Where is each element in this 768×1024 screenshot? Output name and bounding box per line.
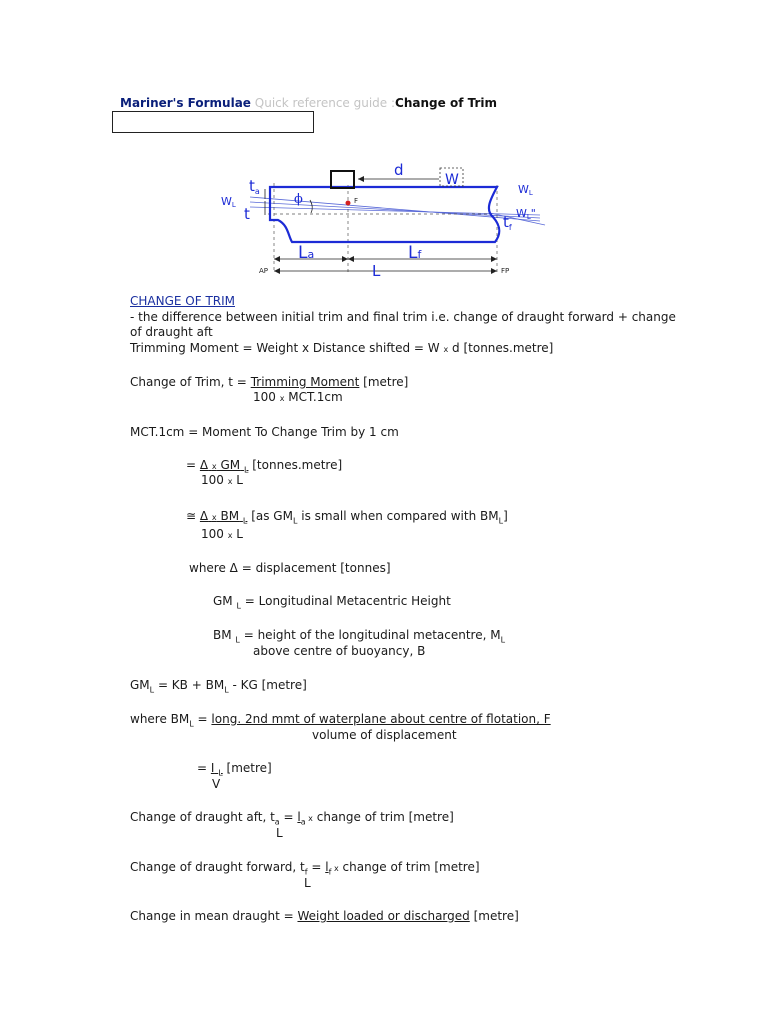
label-La: La (298, 243, 315, 263)
definition-line-1: - the difference between initial trim and final trim i.e. change of draught forward + change (130, 310, 676, 324)
where-displacement: where Δ = displacement [tonnes] (189, 561, 391, 575)
label-Lf: Lf (408, 243, 422, 263)
header-box (112, 111, 314, 133)
bml-definition-line-2: above centre of buoyancy, B (253, 644, 426, 658)
change-draught-aft-denominator: L (276, 826, 283, 840)
label-ta: $t_a$ (249, 177, 260, 196)
il-equation: = I $_L$ [metre] (197, 761, 272, 778)
label-WL-right-final: WL" (516, 207, 536, 221)
change-draught-forward: Change of draught forward, $t_f = l_f$ x change of trim [metre] (130, 860, 480, 877)
trim-diagram (210, 155, 555, 280)
label-t-left: t (244, 205, 250, 223)
page-header (120, 96, 497, 110)
label-tf: $t_f$ (503, 213, 512, 232)
guide-label: Quick reference guide : (254, 96, 396, 110)
label-d: d (394, 161, 404, 179)
topic-title: Change of Trim (395, 96, 497, 110)
weight-box-initial (331, 171, 354, 188)
bml-equation: where $BM_L$ = long. 2nd mmt of waterplane about centre of flotation, F (130, 712, 551, 729)
brand-title: Mariner's Formulae (120, 96, 251, 110)
bml-definition: BM $_L$ = height of the longitudinal metacentre, $M_L$ (213, 628, 506, 645)
mct-formula-1-denominator: 100 x L (201, 473, 243, 487)
change-draught-aft: Change of draught aft, $t_a = l_a$ x change of trim [metre] (130, 810, 454, 827)
mct-formula-1: = Δ x GM $_L$ [tonnes.metre] (186, 458, 343, 475)
centre-of-flotation (346, 201, 351, 206)
gml-definition: GM $_L$ = Longitudinal Metacentric Height (213, 594, 451, 611)
gml-equation: $GM_L$ = KB + $BM_L$ - KG [metre] (130, 678, 307, 695)
bml-equation-denominator: volume of displacement (312, 728, 457, 742)
label-W: W (445, 172, 459, 188)
trimming-moment: Trimming Moment = Weight x Distance shifted = W x d [tonnes.metre] (130, 341, 554, 355)
label-phi: ϕ (294, 192, 303, 207)
change-mean-draught: Change in mean draught = Weight loaded or discharged [metre] (130, 909, 519, 923)
mct-definition: MCT.1cm = Moment To Change Trim by 1 cm (130, 425, 399, 439)
label-WL-right: WL (518, 183, 533, 197)
label-F: F (354, 197, 359, 205)
label-AP: AP (259, 267, 269, 275)
definition-line-2: of draught aft (130, 325, 213, 339)
label-L: L (372, 262, 381, 280)
change-of-trim-denominator: 100 x MCT.1cm (253, 390, 343, 404)
section-title[interactable]: CHANGE OF TRIM (130, 294, 236, 308)
label-WL-left: WL (221, 195, 236, 209)
label-FP: FP (501, 267, 510, 275)
change-draught-forward-denominator: L (304, 876, 311, 890)
change-of-trim-formula: Change of Trim, t = Trimming Moment [metre] (130, 375, 409, 389)
il-equation-denominator: V (212, 777, 221, 791)
mct-formula-2: ≅ Δ x BM $_L$ [as $GM_L$ is small when compared with $BM_L$] (186, 509, 508, 526)
mct-formula-2-denominator: 100 x L (201, 527, 243, 541)
